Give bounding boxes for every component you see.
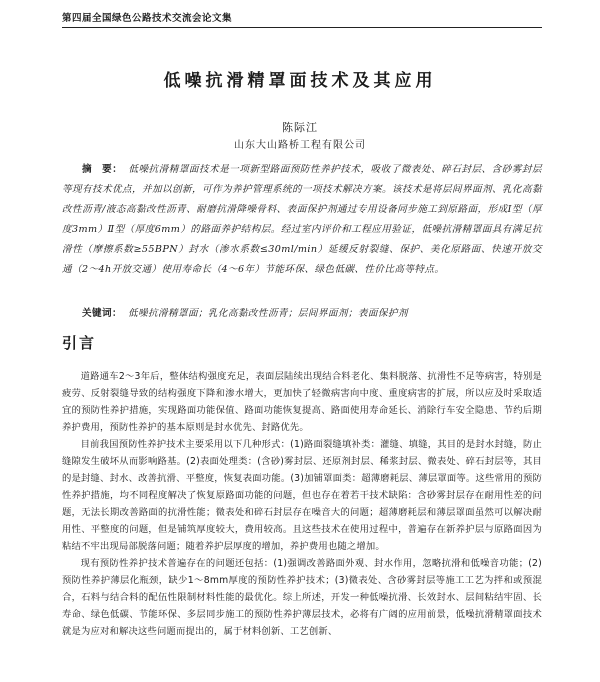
abstract: [62, 160, 542, 280]
paragraph: 现有预防性养护技术普遍存在的问题还包括：(1)强调改善路面外观、封水作用，忽略抗滑和低噪音功能；(2)预防性养护薄层化瓶颈，缺少1～8mm厚度的预防性养护技术；(3)微表处、含砂雾封层等施工工艺为拌和或预混合，石料与结合料的配伍性限制材料性能的最优化。综上所述，开发一种低噪抗滑、长效封水、层间粘结牢固、长寿命、绿色低碳、节能环保、多层同步施工的预防性养护薄层技术，必将有广阔的应用前景，低噪抗滑精罩面技术就是为应对和解决这些问题而提出的，属于材料创新、工艺创新、: [62, 558, 542, 637]
keywords-label: 关键词：: [82, 308, 122, 319]
keywords: [62, 305, 542, 319]
body-text: [62, 368, 542, 640]
paragraph: 目前我国预防性养护技术主要采用以下几种形式：(1)路面裂缝填补类：灌缝、填缝，其目的是封水封缝，防止缝隙发生破坏从而影响路基。(2)表面处理类：(含砂)雾封层、还原剂封层、稀浆封层、微表处、碎石封层等，其目的是封缝、封水、改善抗滑、平整度，恢复表面功能。(3)加铺罩面类：超薄磨耗层、薄层罩面等。这些常用的预防性养护措施，均不同程度解决了恢复原路面功能的问题，但也存在着若干技术缺陷：含砂雾封层存在耐用性差的问题，无法长期改善路面的抗滑性能；微表处和碎石封层存在噪音大的问题；超薄磨耗层和薄层罩面虽然可以解决耐用性、平整度的问题，但是铺筑厚度较大，费用较高。且这些技术在使用过程中，普遍存在新养护层与原路面因为粘结不牢出现局部脱落问题；随着养护层厚度的增加，养护费用也随之增加。: [62, 439, 542, 552]
author-affiliation: 山东大山路桥工程有限公司: [234, 140, 366, 151]
abstract-text: 低噪抗滑精罩面技术是一项新型路面预防性养护技术，吸收了微表处、碎石封层、含砂雾封层等现有技术优点，并加以创新，可作为养护管理系统的一项技术解决方案。该技术是将层间界面剂、乳化高黏改性沥青/液态高黏改性沥青、耐磨抗滑降噪骨料、表面保护剂通过专用设备同步施工到原路面，形成Ⅰ型（厚度3mm）Ⅱ型（厚度6mm）的路面养护结构层。经过室内评价和工程应用验证，低噪抗滑精罩面具有满足抗滑性（摩擦系数≥55BPN）封水（渗水系数≤30ml/min）延缓反射裂缝、保护、美化原路面、快速开放交通（2～4h开放交通）使用寿命长（4～6年）节能环保、绿色低碳、性价比高等特点。: [62, 164, 542, 275]
abstract-label: 摘 要：: [82, 164, 123, 175]
author-name: 陈际江: [282, 121, 318, 134]
paragraph: 道路通车2～3年后，整体结构强度充足，表面层陆续出现结合料老化、集料脱落、抗滑性不足等病害，特别是疲劳、反射裂缝导致的结构强度下降和渗水增大，更加快了轻微病害向中度、重度病害的扩展，所以应及时采取适宜的预防性养护措施，实现路面功能保值、路面功能恢复提高、路面使用寿命延长、消除行车安全隐患、节约后期养护费用，预防性养护的基本原则是封水优先、封路优先。: [62, 371, 542, 433]
keywords-text: 低噪抗滑精罩面；乳化高黏改性沥青；层间界面剂；表面保护剂: [127, 308, 408, 319]
paper-title: 低噪抗滑精罩面技术及其应用: [163, 71, 437, 91]
running-header: 第四届全国绿色公路技术交流会论文集: [62, 10, 542, 28]
section-heading: 引言: [62, 334, 97, 352]
